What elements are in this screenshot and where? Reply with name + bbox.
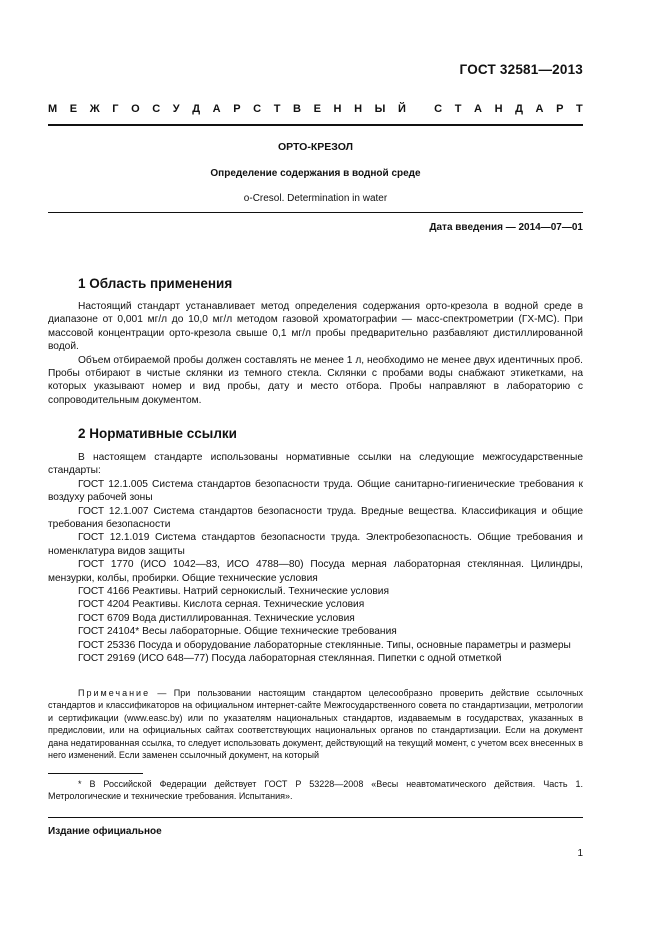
header-letter: А	[535, 103, 544, 115]
reference-item: ГОСТ 4166 Реактивы. Натрий сернокислый. Технические условия	[78, 586, 389, 598]
paragraph: Настоящий стандарт устанавливает метод определения содержания орто-крезола в водной среде в диапазоне от 0,001 мг/л до 10,0 мг/л методом газовой хроматографии — масс-спектрометрии (ГХ-МС). При массовой концентрации орто-крезола свыше 0,1 мг/л пробы предварительно разбавляют дистиллированной водой.	[48, 301, 583, 353]
header-letter: Е	[69, 103, 78, 115]
header-letter: Е	[313, 103, 321, 115]
gost-number: ГОСТ 32581—2013	[459, 62, 583, 77]
note-label: Примечание	[78, 688, 151, 698]
footer-rule	[48, 817, 583, 818]
header-letter: С	[152, 103, 161, 115]
paragraph: В настоящем стандарте использованы нормативные ссылки на следующие межгосударственные стандарты:	[48, 452, 583, 477]
header-letter: С	[253, 103, 262, 115]
official-edition-label: Издание официальное	[48, 826, 162, 837]
title-rule	[48, 212, 583, 213]
header-letter: Й	[397, 103, 406, 115]
note-block	[48, 687, 583, 761]
reference-item: ГОСТ 25336 Посуда и оборудование лабораторные стеклянные. Типы, основные параметры и размеры	[78, 639, 571, 651]
reference-item: ГОСТ 1770 (ИСО 1042—83, ИСО 4788—80) Посуда мерная лабораторная стеклянная. Цилиндры, мензурки, колбы, пробирки. Общие технические условия	[48, 559, 583, 584]
introduction-date: Дата введения — 2014—07—01	[429, 222, 583, 233]
header-letter: Н	[494, 103, 503, 115]
header-letter	[418, 103, 421, 115]
reference-item: ГОСТ 12.1.007 Система стандартов безопасности труда. Вредные вещества. Классификация и общие требования безопасности	[48, 505, 583, 531]
reference-item: ГОСТ 24104* Весы лабораторные. Общие технические требования	[78, 626, 397, 638]
header-letter: Т	[273, 103, 281, 115]
header-letter: А	[212, 103, 221, 115]
header-letter: Р	[233, 103, 241, 115]
header-letter: У	[172, 103, 180, 115]
footnote-text: * В Российской Федерации действует ГОСТ Р 53228—2008 «Весы неавтоматического действия. Часть 1. Метрологические и технические требования. Испытания».	[48, 779, 583, 802]
header-letter: Р	[556, 103, 564, 115]
interstate-standard-header	[48, 103, 583, 115]
header-letter: Д	[192, 103, 201, 115]
header-letter: Ы	[374, 103, 386, 115]
section-2-heading: 2 Нормативные ссылки	[78, 426, 237, 441]
header-letter: Г	[112, 103, 119, 115]
header-letter: Т	[454, 103, 462, 115]
reference-item: ГОСТ 12.1.005 Система стандартов безопасности труда. Общие санитарно-гигиенические требования к воздуху рабочей зоны	[48, 478, 583, 504]
header-rule	[48, 124, 583, 126]
reference-item: ГОСТ 6709 Вода дистиллированная. Технические условия	[78, 612, 355, 624]
section-2-body	[48, 451, 583, 666]
reference-item: ГОСТ 29169 (ИСО 648—77) Посуда лабораторная стеклянная. Пипетки с одной отметкой	[78, 653, 502, 665]
document-title: ОРТО-КРЕЗОЛ	[278, 141, 353, 153]
page-number: 1	[577, 848, 583, 859]
header-letter: О	[131, 103, 140, 115]
header-letter: М	[48, 103, 58, 115]
header-letter: Ж	[89, 103, 100, 115]
paragraph: Объем отбираемой пробы должен составлять не менее 1 л, необходимо не менее двух идентичных проб. Пробы отбирают в чистые склянки из темного стекла. Склянки с пробами воды снабжают этикетками, на которых указывают номер и вид пробы, дату и место отбора. Пробы направляют в лабораторию с сопроводительным документом.	[48, 354, 583, 406]
header-letter: С	[434, 103, 443, 115]
note-text: — При пользовании настоящим стандартом целесообразно проверить действие ссылочных стандартов и классификаторов на официальном интернет-сайте Межгосударственного совета по стандартизации, метрологии и сертификации (www.easc.by) или по указателям национальных стандартов, издаваемым в государствах, указанных в предисловии, или на официальных сайтах соответствующих национальных органов по стандартизации. Если на документ дана недатированная ссылка, то следует использовать документ, действующий на текущий момент, с учетом всех внесенных в него изменений. Если заменен ссылочный документ, на который	[48, 688, 583, 761]
header-letter: В	[293, 103, 301, 115]
header-letter: А	[474, 103, 482, 115]
header-letter: Н	[354, 103, 363, 115]
section-1-heading: 1 Область применения	[78, 276, 233, 291]
footnote	[48, 778, 583, 803]
reference-item: ГОСТ 12.1.019 Система стандартов безопасности труда. Электробезопасность. Общие требования и номенклатура видов защиты	[48, 532, 583, 557]
english-title: o-Cresol. Determination in water	[243, 193, 388, 204]
footnote-rule	[48, 773, 143, 774]
header-letter: Н	[333, 103, 342, 115]
section-1-body	[48, 300, 583, 407]
header-letter: Т	[576, 103, 583, 115]
document-subtitle: Определение содержания в водной среде	[210, 168, 421, 179]
header-letter: Д	[515, 103, 523, 115]
reference-item: ГОСТ 4204 Реактивы. Кислота серная. Технические условия	[78, 599, 365, 611]
